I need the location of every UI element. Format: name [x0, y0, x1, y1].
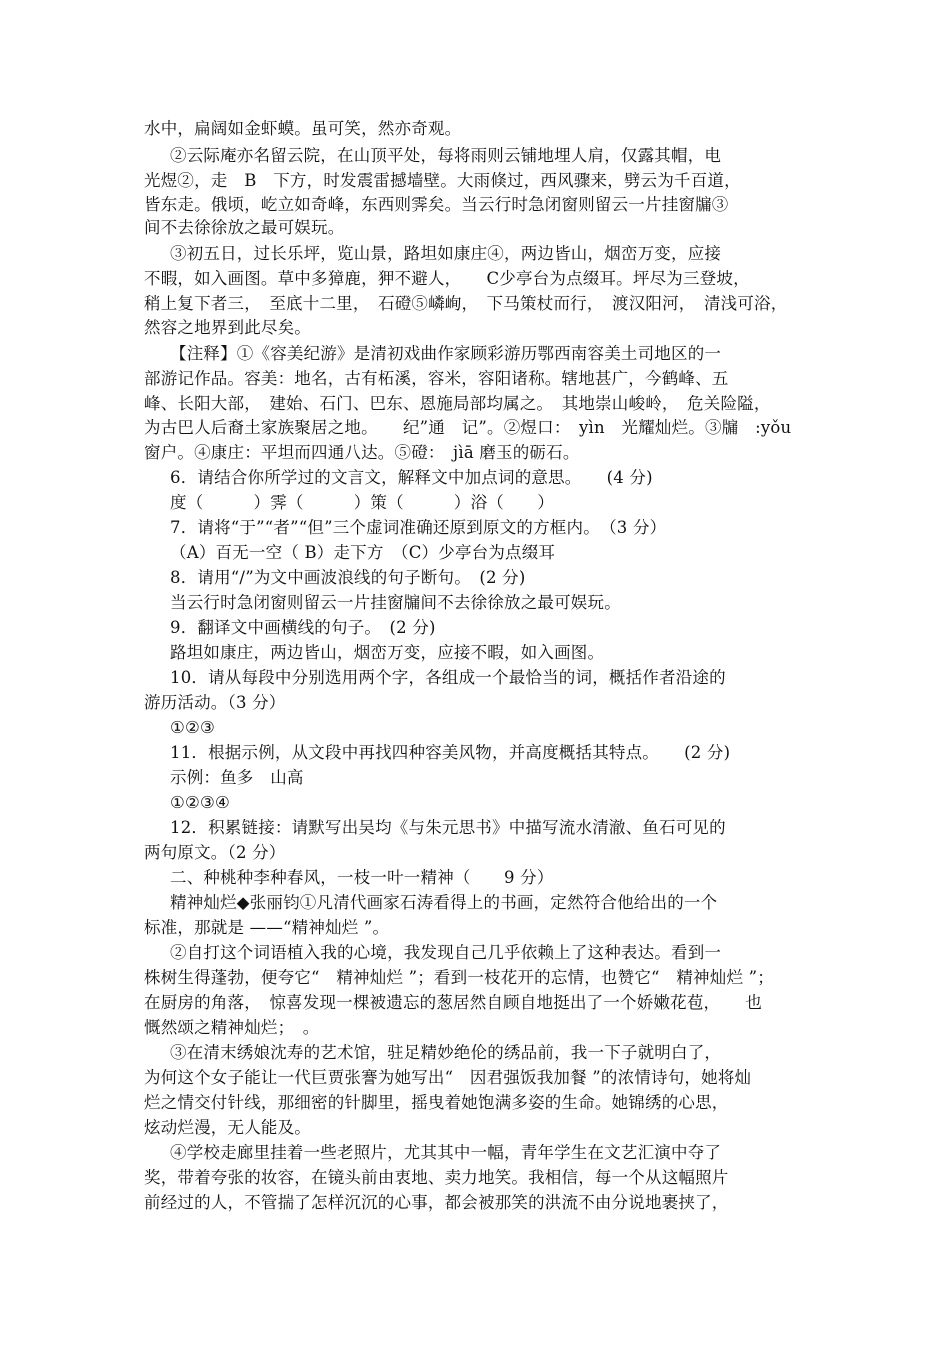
- essay-line: 株树生得蓬勃，便夸它“ 精神灿烂 ”；看到一枝花开的忘情，也赞它“ 精神灿烂 ”；: [144, 968, 774, 987]
- question-8-text: 当云行时急闭窗则留云一片挂窗牖间不去徐徐放之最可娱玩。: [170, 593, 621, 612]
- essay-line: 为何这个女子能让一代巨贾张謇为她写出“ 因君强饭我加餐 ”的浓情诗句，她将灿: [144, 1068, 752, 1087]
- paragraph-2-line: ②云际庵亦名留云院，在山顶平处，每将雨则云铺地埋人肩，仅露其帽，电: [170, 146, 722, 165]
- question-8: 8．请用“/”为文中画波浪线的句子断句。 (2 分): [170, 568, 526, 587]
- question-9: 9．翻译文中画横线的句子。 (2 分): [170, 618, 436, 637]
- passage-line: 稍上复下者三， 至底十二里， 石磴⑤嶙峋， 下马策杖而行， 渡汉阳河， 清浅可浴，: [144, 294, 788, 313]
- question-6: 6．请结合你所学过的文言文，解释文中加点词的意思。 (4 分): [170, 468, 653, 487]
- passage-line: 不暇，如入画图。草中多獐鹿，狎不避人， C少亭台为点缀耳。坪尽为三登坡，: [144, 269, 750, 288]
- essay-line: ④学校走廊里挂着一些老照片，尤其其中一幅，青年学生在文艺汇演中夺了: [170, 1143, 722, 1162]
- question-11-example: 示例：鱼多 山高: [170, 768, 304, 787]
- essay-line: 奖，带着夸张的妆容，在镜头前由衷地、卖力地笑。我相信，每一个从这幅照片: [144, 1168, 729, 1187]
- question-12: 12．积累链接：请默写出吴均《与朱元思书》中描写流水清澈、鱼石可见的: [170, 818, 726, 837]
- passage-line: 间不去徐徐放之最可娱玩。: [144, 218, 345, 237]
- question-10-answer: ①②③: [170, 718, 215, 737]
- question-11-answer: ①②③④: [170, 793, 230, 812]
- annotation-line: 窗户。④康庄：平坦而四通八达。⑤磴： jìā 磨玉的砺石。: [144, 443, 580, 462]
- annotation-line: 峰、长阳大部， 建始、石门、巴东、恩施局部均属之。 其地崇山峻岭， 危关险隘，: [144, 394, 771, 413]
- essay-line: 标准，那就是 ——“精神灿烂 ”。: [144, 918, 390, 937]
- essay-line: 烂之情交付针线，那细密的针脚里，摇曳着她饱满多姿的生命。她锦绣的心思，: [144, 1093, 729, 1112]
- passage-line: 水中，扁阔如金虾蟆。虽可笑，然亦奇观。: [144, 119, 462, 138]
- question-7: 7．请将“于”“者”“但”三个虚词准确还原到原文的方框内。 （3 分）: [170, 518, 667, 537]
- question-9-text: 路坦如康庄，两边皆山，烟峦万变，应接不暇，如入画图。: [170, 643, 605, 662]
- question-10: 游历活动。（3 分）: [144, 693, 286, 712]
- essay-line: 前经过的人，不管揣了怎样沉沉的心事，都会被那笑的洪流不由分说地裹挟了，: [144, 1193, 729, 1212]
- passage-line: 光煜②，走 B 下方，时发震雷撼墙壁。大雨倏过，西风骤来，劈云为千百道，: [144, 171, 741, 190]
- essay-line: 炫动烂漫，无人能及。: [144, 1118, 311, 1137]
- question-11: 11．根据示例，从文段中再找四种容美风物，并高度概括其特点。 (2 分): [170, 743, 731, 762]
- passage-line: 皆东走。俄顷，屹立如奇峰，东西则霁矣。当云行时急闭窗则留云一片挂窗牖③: [144, 195, 729, 214]
- essay-line: ③在清末绣娘沈寿的艺术馆，驻足精妙绝伦的绣品前，我一下子就明白了，: [170, 1043, 722, 1062]
- paragraph-3-line: ③初五日，过长乐坪，览山景，路坦如康庄④，两边皆山，烟峦万变，应接: [170, 244, 722, 263]
- essay-line: ②自打这个词语植入我的心境，我发现自己几乎依赖上了这种表达。看到一: [170, 943, 722, 962]
- question-12: 两句原文。（2 分）: [144, 843, 286, 862]
- section-2-heading: 二、种桃种李种春风，一枝一叶一精神（ 9 分）: [170, 868, 554, 887]
- question-6-answer: 度（ ）霁（ ）策（ ）浴（ ）: [170, 493, 555, 512]
- annotation-line: 部游记作品。容美：地名，古有柘溪，容米，容阳诸称。辖地甚广，今鹤峰、五: [144, 369, 729, 388]
- essay-line: 精神灿烂◆张丽钧①凡清代画家石涛看得上的书画，定然符合他给出的一个: [170, 893, 718, 912]
- essay-line: 慨然颂之精神灿烂； 。: [144, 1018, 320, 1037]
- annotation-line: 【注释】①《容美纪游》是清初戏曲作家顾彩游历鄂西南容美土司地区的一: [170, 344, 722, 363]
- essay-line: 在厨房的角落， 惊喜发现一棵被遗忘的葱居然自顾自地挺出了一个娇嫩花苞， 也: [144, 993, 763, 1012]
- passage-line: 然容之地界到此尽矣。: [144, 318, 311, 337]
- question-10: 10．请从每段中分别选用两个字，各组成一个最恰当的词，概括作者沿途的: [170, 668, 726, 687]
- question-7-answer: （A）百无一空（ B）走下方 （C）少亭台为点缀耳: [170, 543, 556, 562]
- annotation-line: 为古巴人后裔土家族聚居之地。 纪”通 记”。②煜口： yìn 光耀灿烂。③牖 :yǒu: [144, 418, 792, 437]
